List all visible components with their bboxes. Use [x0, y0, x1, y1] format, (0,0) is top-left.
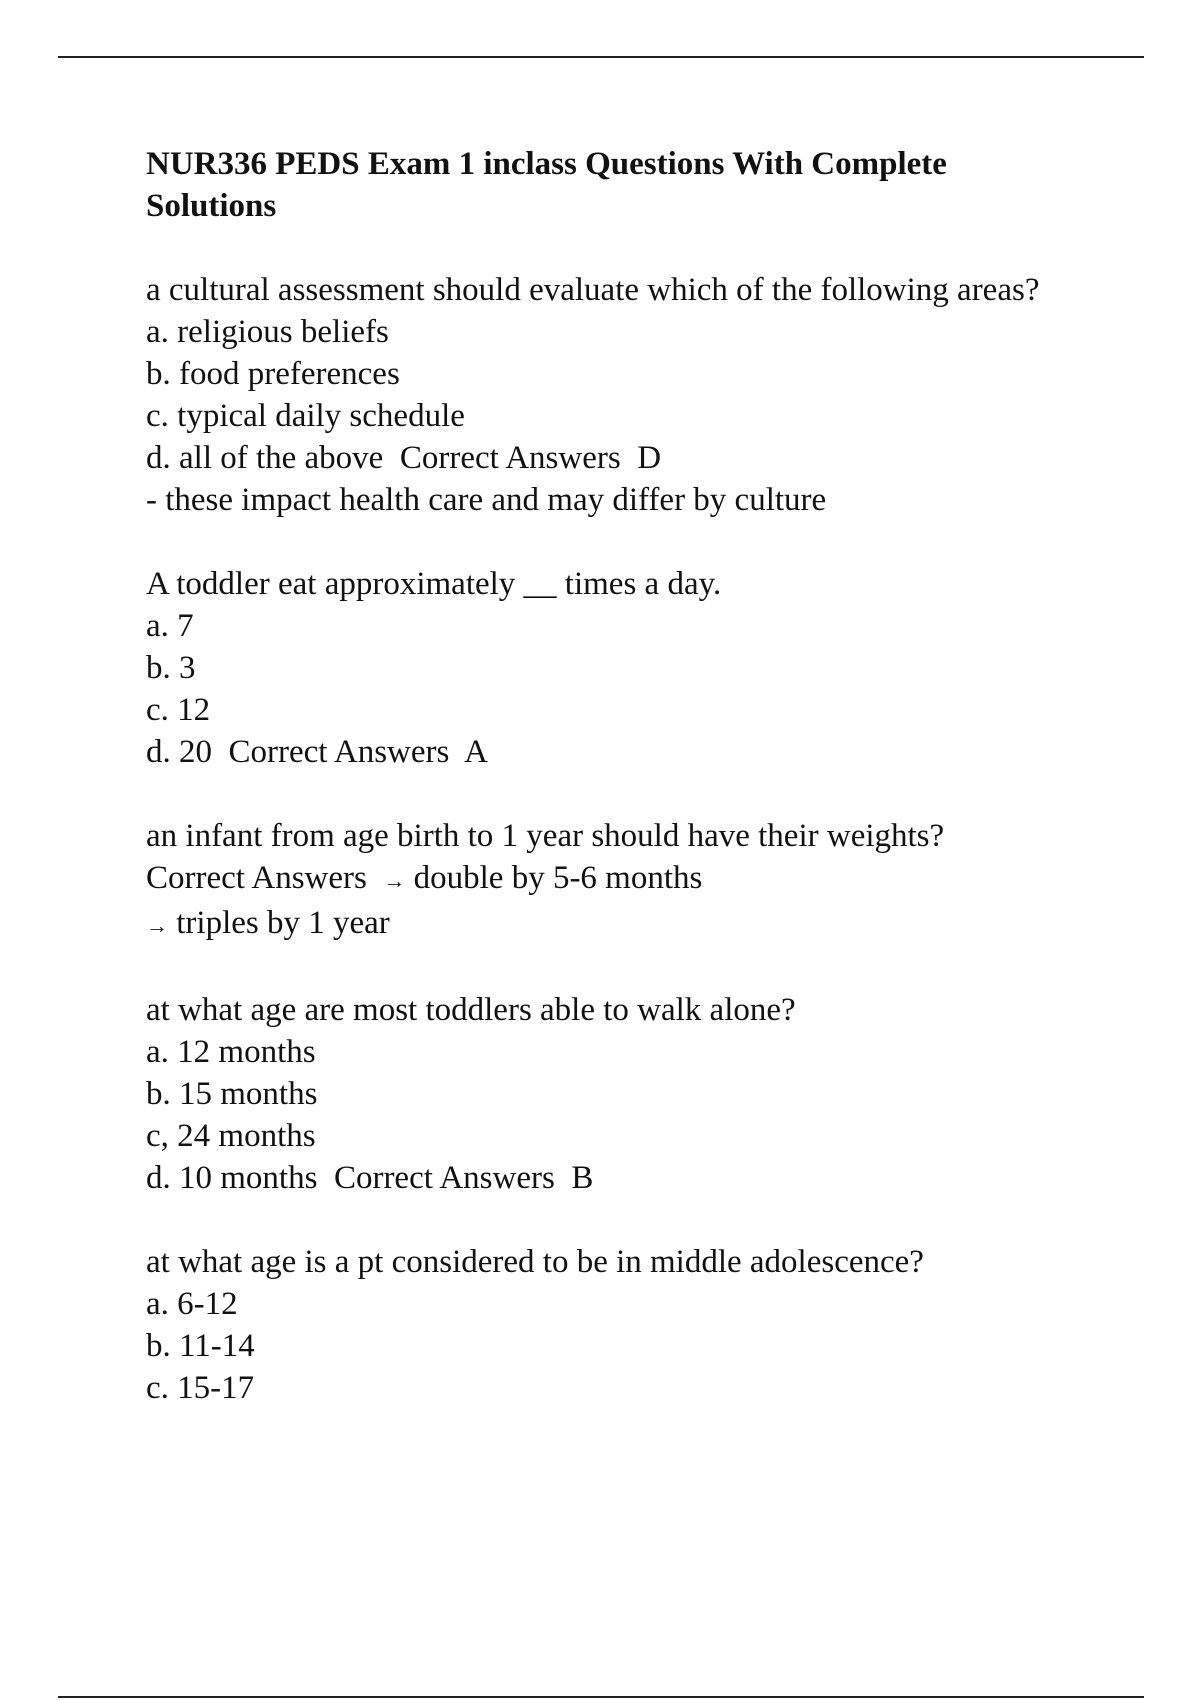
question-block-3	[146, 815, 1066, 947]
option: b. 11-14	[146, 1328, 255, 1364]
question-block-5	[146, 1241, 1066, 1409]
option-with-answer	[146, 731, 1066, 773]
arrow-icon: →	[383, 868, 406, 893]
question-block-1	[146, 269, 1066, 521]
answer-explanation: - these impact health care and may differ by culture	[146, 482, 827, 518]
top-rule	[58, 56, 1144, 58]
option: a. religious beliefs	[146, 314, 389, 350]
option: b. 15 months	[146, 1076, 318, 1112]
document-title: NUR336 PEDS Exam 1 inclass Questions With Complete Solutions	[146, 146, 947, 224]
question-block-4	[146, 989, 1066, 1199]
answer-label: Correct Answers	[399, 440, 621, 476]
option: a. 12 months	[146, 1034, 316, 1070]
answer-text: double by 5-6 months	[413, 860, 703, 896]
option: b. food preferences	[146, 356, 400, 392]
option: a. 7	[146, 608, 194, 644]
option: c. 15-17	[146, 1370, 255, 1406]
answer-value: D	[637, 440, 662, 476]
question-text: at what age is a pt considered to be in middle adolescence?	[146, 1244, 924, 1280]
answer-line	[146, 857, 1066, 902]
document-body	[146, 143, 1066, 1409]
question-text: an infant from age birth to 1 year should have their weights?	[146, 818, 945, 854]
option: a. 6-12	[146, 1286, 238, 1322]
option: d. 10 months	[146, 1160, 318, 1196]
option: d. 20	[146, 734, 212, 770]
answer-label: Correct Answers	[228, 734, 450, 770]
answer-value: B	[571, 1160, 594, 1196]
arrow-icon: →	[146, 913, 168, 938]
bottom-rule	[58, 1696, 1144, 1698]
option-with-answer	[146, 437, 1066, 479]
option: c. 12	[146, 692, 211, 728]
answer-label: Correct Answers	[146, 860, 367, 896]
question-text: A toddler eat approximately __ times a day.	[146, 566, 722, 602]
question-block-2	[146, 563, 1066, 773]
option: c, 24 months	[146, 1118, 316, 1154]
option: b. 3	[146, 650, 196, 686]
answer-text: triples by 1 year	[176, 905, 390, 941]
option: d. all of the above	[146, 440, 384, 476]
option-with-answer	[146, 1157, 1066, 1199]
answer-label: Correct Answers	[333, 1160, 555, 1196]
answer-line	[146, 902, 1066, 947]
option: c. typical daily schedule	[146, 398, 465, 434]
question-text: a cultural assessment should evaluate which of the following areas?	[146, 272, 1040, 308]
answer-value: A	[464, 734, 488, 770]
question-text: at what age are most toddlers able to walk alone?	[146, 992, 796, 1028]
